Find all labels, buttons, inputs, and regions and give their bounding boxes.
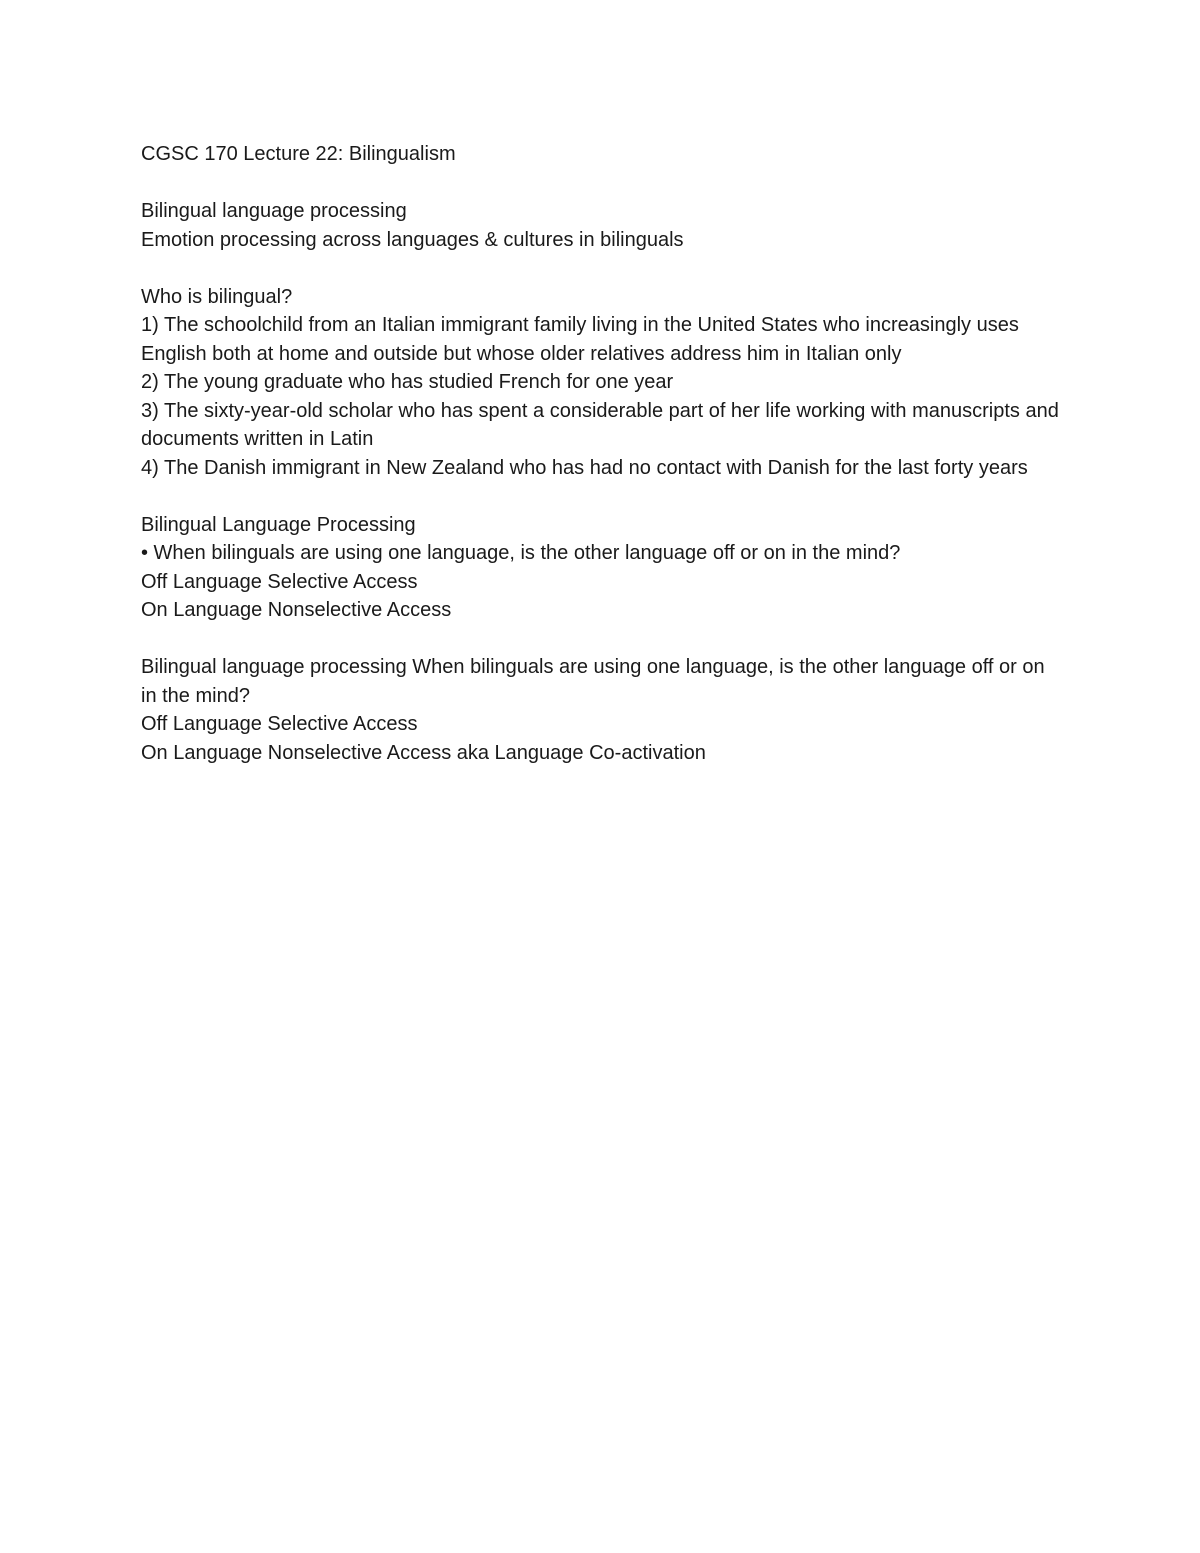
spacer <box>141 254 1061 283</box>
who-item-1: 1) The schoolchild from an Italian immigrant family living in the United States who increasingly uses English both at home and outside but whose older relatives address him in Italian only <box>141 314 1025 365</box>
who-item-4: 4) The Danish immigrant in New Zealand who has had no contact with Danish for the last forty years <box>141 456 1028 479</box>
processing-bullet: • When bilinguals are using one language, is the other language off or on in the mind? <box>141 542 901 564</box>
processing2-heading: Bilingual language processing When bilinguals are using one language, is the other language off or on in the mind? <box>141 656 1051 707</box>
processing-heading: Bilingual Language Processing <box>141 513 416 536</box>
document-title: CGSC 170 Lecture 22: Bilingualism <box>141 143 456 165</box>
processing2-off: Off Language Selective Access <box>141 713 418 735</box>
intro-line-1: Bilingual language processing <box>141 200 407 222</box>
document-body <box>141 140 1065 767</box>
who-heading: Who is bilingual? <box>141 285 293 308</box>
processing-off: Off Language Selective Access <box>141 570 418 593</box>
who-item-2: 2) The young graduate who has studied French for one year <box>141 371 674 393</box>
processing-on: On Language Nonselective Access <box>141 599 452 621</box>
who-item-3: 3) The sixty-year-old scholar who has spent a considerable part of her life working with manuscripts and documents written in Latin <box>141 399 1065 450</box>
intro-line-2: Emotion processing across languages & cultures in bilinguals <box>141 228 684 251</box>
spacer <box>141 482 1061 511</box>
processing2-on: On Language Nonselective Access aka Language Co-activation <box>141 741 706 764</box>
spacer <box>141 625 1061 654</box>
spacer <box>141 169 1061 198</box>
